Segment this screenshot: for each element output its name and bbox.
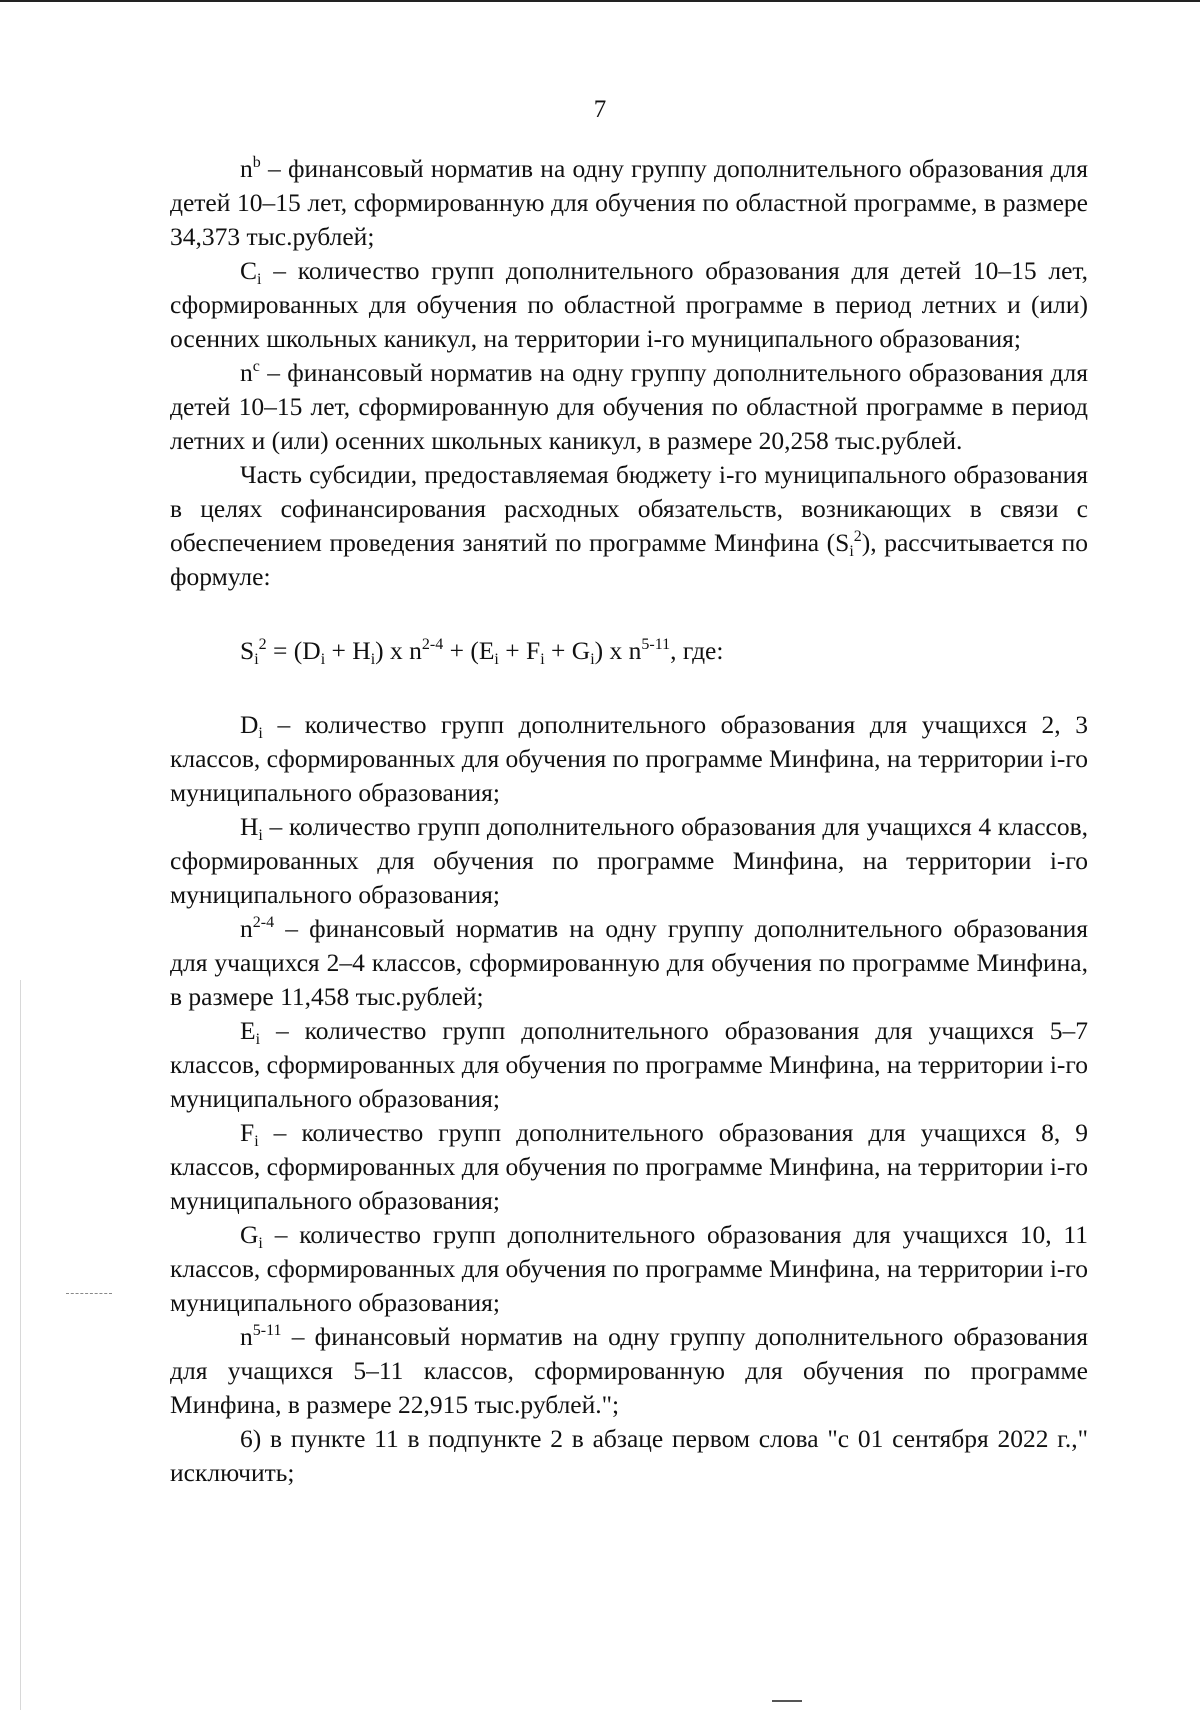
- symbol-superscript: 2: [853, 528, 862, 545]
- paragraph-amendment-6: [170, 1422, 1088, 1490]
- paragraph-text: – количество групп дополнительного образования для учащихся 2, 3 классов, сформированных для обучения по программе Минфина, на территории i-го муниципального образования;: [170, 710, 1088, 807]
- document-body: [170, 152, 1088, 1490]
- page-number: 7: [593, 96, 607, 123]
- symbol-superscript: b: [252, 154, 261, 171]
- paragraph-text: – финансовый норматив на одну группу дополнительного образования для учащихся 2–4 классов, сформированную для обучения по программе Минфина, в размере 11,458 тыс.рублей;: [170, 914, 1088, 1011]
- paragraph-n2-4: [170, 912, 1088, 1014]
- formula-superscript: 2: [258, 636, 267, 653]
- symbol: n: [240, 358, 253, 387]
- paragraph-text-end: ), рассчитывается по формуле:: [170, 528, 1088, 591]
- formula-part: , где:: [670, 636, 724, 665]
- symbol: G: [240, 1220, 259, 1249]
- symbol: n: [240, 914, 253, 943]
- formula-part: ) x n: [594, 636, 642, 665]
- formula-part: = (D: [266, 636, 321, 665]
- formula-part: + F: [498, 636, 541, 665]
- paragraph-text: – количество групп дополнительного образования для детей 10–15 лет, сформированных для обучения по областной программе в период летних и (или) осенних школьных каникул, на территории i-го муниципального образования;: [170, 256, 1088, 353]
- symbol-subscript: i: [849, 543, 854, 560]
- symbol: E: [240, 1016, 256, 1045]
- formula-part: + G: [544, 636, 591, 665]
- formula-superscript: 5-11: [641, 636, 671, 653]
- symbol: D: [240, 710, 259, 739]
- scan-artifact-dashes: [66, 1293, 112, 1294]
- paragraph-subsidy-part: [170, 458, 1088, 594]
- symbol: n: [240, 154, 253, 183]
- symbol-superscript: 5-11: [252, 1322, 282, 1339]
- symbol-subscript: i: [258, 1235, 263, 1252]
- symbol: H: [240, 812, 259, 841]
- formula-part: ) x n: [375, 636, 422, 665]
- scan-artifact-bottom: [772, 1700, 802, 1702]
- paragraph-fi: [170, 1116, 1088, 1218]
- paragraph-hi: [170, 810, 1088, 912]
- formula-subscript: i: [254, 651, 259, 668]
- formula-subscript: i: [320, 651, 326, 668]
- symbol-subscript: i: [257, 271, 262, 288]
- symbol: C: [240, 256, 258, 285]
- formula-subscript: i: [590, 651, 595, 668]
- symbol: n: [240, 1322, 253, 1351]
- symbol: F: [240, 1118, 255, 1147]
- paragraph-nc: [170, 356, 1088, 458]
- formula-subscript: i: [494, 651, 499, 668]
- formula-part: S: [240, 636, 255, 665]
- paragraph-ei: [170, 1014, 1088, 1116]
- symbol-subscript: i: [258, 827, 263, 844]
- paragraph-nb: [170, 152, 1088, 254]
- paragraph-n5-11: [170, 1320, 1088, 1422]
- paragraph-text: Часть субсидии, предоставляемая бюджету i-го муниципального образования в целях софинансирования расходных обязательств, возникающих в связи с обеспечением проведения занятий по программе Минфина (S: [170, 460, 1088, 557]
- paragraph-ci: [170, 254, 1088, 356]
- scan-top-edge: [0, 0, 1200, 2]
- symbol-subscript: i: [255, 1031, 261, 1048]
- paragraph-text: – количество групп дополнительного образования для учащихся 4 классов, сформированных для обучения по программе Минфина, на территории i-го муниципального образования;: [170, 812, 1088, 909]
- paragraph-text: 6) в пункте 11 в подпункте 2 в абзаце первом слова "с 01 сентября 2022 г.," исключить;: [170, 1424, 1088, 1487]
- paragraph-text: – количество групп дополнительного образования для учащихся 10, 11 классов, сформированных для обучения по программе Минфина, на территории i-го муниципального образования;: [170, 1220, 1088, 1317]
- paragraph-gi: [170, 1218, 1088, 1320]
- formula-superscript: 2-4: [421, 636, 444, 653]
- formula: [240, 634, 1088, 668]
- scan-left-edge: [20, 980, 21, 1710]
- formula-subscript: i: [370, 651, 376, 668]
- formula-part: + (E: [443, 636, 495, 665]
- symbol-superscript: 2-4: [252, 914, 275, 931]
- symbol-superscript: c: [252, 358, 260, 375]
- formula-part: + H: [325, 636, 371, 665]
- paragraph-text: – финансовый норматив на одну группу дополнительного образования для детей 10–15 лет, сформированную для обучения по областной программе в период летних и (или) осенних школьных каникул, в размере 20,258 тыс.рублей.: [170, 358, 1088, 455]
- paragraph-di: [170, 708, 1088, 810]
- formula-subscript: i: [540, 651, 545, 668]
- paragraph-text: – финансовый норматив на одну группу дополнительного образования для детей 10–15 лет, сформированную для обучения по областной программе, в размере 34,373 тыс.рублей;: [170, 154, 1088, 251]
- paragraph-text: – финансовый норматив на одну группу дополнительного образования для учащихся 5–11 классов, сформированную для обучения по программе Минфина, в размере 22,915 тыс.рублей.";: [170, 1322, 1088, 1419]
- symbol-subscript: i: [258, 725, 263, 742]
- paragraph-text: – количество групп дополнительного образования для учащихся 8, 9 классов, сформированных для обучения по программе Минфина, на территории i-го муниципального образования;: [170, 1118, 1088, 1215]
- symbol-subscript: i: [254, 1133, 259, 1150]
- paragraph-text: – количество групп дополнительного образования для учащихся 5–7 классов, сформированных для обучения по программе Минфина, на территории i-го муниципального образования;: [170, 1016, 1088, 1113]
